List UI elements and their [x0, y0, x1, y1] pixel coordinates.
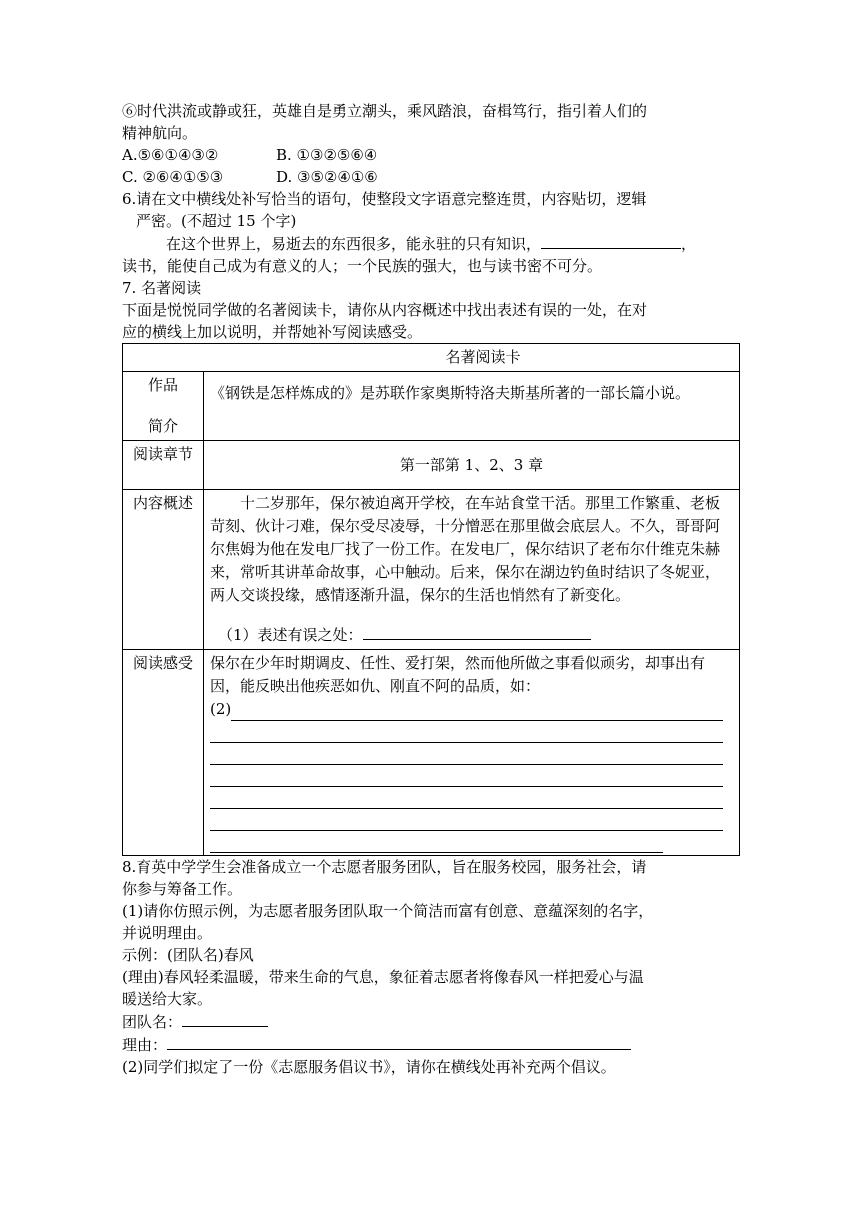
- q6-text-a-end: ，: [681, 235, 697, 253]
- q8-reason-row: [122, 1033, 742, 1056]
- q6-prompt-line2: 严密。(不超过 15 个字): [136, 212, 297, 230]
- card-label-chapters: 阅读章节: [123, 441, 204, 490]
- reason-blank[interactable]: [167, 1033, 631, 1050]
- q1-label: （1）表述有误之处：: [218, 626, 363, 644]
- q2-answer-line[interactable]: [231, 704, 723, 721]
- q5-item6-line1: ⑥时代洪流或静或狂，英雄自是勇立潮头，乘风踏浪，奋楫笃行，指引着人们的: [122, 102, 648, 120]
- q5-options-cd: [122, 166, 742, 188]
- q6-paragraph-b: 读书，能使自己成为有意义的人；一个民族的强大，也与读书密不可分。: [122, 257, 603, 275]
- q8-team-name-row: [122, 1010, 742, 1033]
- label-intro-a: 作品: [147, 376, 178, 394]
- exam-page: [122, 100, 742, 1078]
- q6-paragraph-a: [122, 232, 742, 255]
- q5-item6-line2: 精神航向。: [122, 124, 198, 142]
- q8-sub2: (2)同学们拟定了一份《志愿服务倡议书》，请你在横线处再补充两个倡议。: [122, 1058, 616, 1076]
- label-intro-b: 简介: [147, 417, 178, 435]
- q8-prompt-line2: 你参与筹备工作。: [122, 880, 243, 898]
- card-chapters-text: 第一部第 1、2、3 章: [204, 441, 740, 490]
- reading-card-table: [122, 343, 740, 856]
- q8-reason-line2: 暖送给大家。: [122, 990, 213, 1008]
- q8-sub1-line2: 并说明理由。: [122, 924, 213, 942]
- team-name-blank[interactable]: [182, 1010, 268, 1027]
- card-label-summary: 内容概述: [123, 490, 204, 650]
- q2-answer-line[interactable]: [210, 721, 723, 743]
- card-header: 名著阅读卡: [123, 344, 740, 372]
- card-intro-text: 《钢铁是怎样炼成的》是苏联作家奥斯特洛夫斯基所著的一部长篇小说。: [204, 372, 740, 441]
- q2-line: [210, 698, 733, 721]
- option-b[interactable]: B. ①③②⑤⑥④: [276, 146, 378, 164]
- q2-answer-line[interactable]: [210, 809, 723, 831]
- q8-reason-line1: (理由)春风轻柔温暖，带来生命的气息，象征着志愿者将像春风一样把爱心与温: [122, 968, 644, 986]
- q1-answer-blank[interactable]: [363, 623, 591, 640]
- q5-options-ab: [122, 144, 742, 166]
- q8-example: 示例：(团队名)春风: [122, 946, 254, 964]
- q2-answer-line[interactable]: [210, 765, 723, 787]
- q2-answer-line[interactable]: [210, 743, 723, 765]
- q2-answer-line[interactable]: [210, 787, 723, 809]
- q7-title: 7. 名著阅读: [122, 279, 202, 297]
- card-feeling-cell: [204, 650, 740, 856]
- q2-answer-line[interactable]: [210, 831, 663, 853]
- q6-prompt-line1: 6.请在文中横线处补写恰当的语句，使整段文字语意完整连贯，内容贴切，逻辑: [122, 190, 647, 208]
- q2-label: (2): [210, 700, 232, 718]
- card-summary-text: 十二岁那年，保尔被迫离开学校，在车站食堂干活。那里工作繁重、老板苛刻、伙计刁难，保尔受尽凌辱，十分憎恶在那里做会底层人。不久，哥哥阿尔焦姆为他在发电厂找了一份工作。在发电厂，保尔结识了老布尔什维克朱赫来，常听其讲革命故事，心中触动。后来，保尔在湖边钓鱼时结识了冬妮亚，两人交谈投缘，感情逐渐升温，保尔的生活也悄然有了新变化。: [210, 494, 721, 604]
- reason-label: 理由：: [122, 1036, 168, 1054]
- q6-text-a: 在这个世界上，易逝去的东西很多，能永驻的只有知识，: [166, 235, 542, 253]
- q8-prompt-line1: 8.育英中学学生会准备成立一个志愿者服务团队，旨在服务校园，服务社会，请: [122, 858, 647, 876]
- q7-intro-line1: 下面是悦悦同学做的名著阅读卡，请你从内容概述中找出表述有误的一处，在对: [122, 301, 648, 319]
- q7-intro-line2: 应的横线上加以说明，并帮她补写阅读感受。: [122, 323, 423, 341]
- card-feeling-text: 保尔在少年时期调皮、任性、爱打架，然而他所做之事看似顽劣，却事出有因，能反映出他疾恶如仇、刚直不阿的品质，如：: [210, 654, 706, 695]
- team-name-label: 团队名：: [122, 1013, 183, 1031]
- card-label-feeling: 阅读感受: [123, 650, 204, 856]
- card-summary-cell: [204, 490, 740, 650]
- option-d[interactable]: D. ③⑤②④①⑥: [276, 168, 378, 186]
- card-label-intro: [123, 372, 204, 441]
- card-summary-q1: [210, 623, 733, 647]
- option-a[interactable]: A.⑤⑥①④③②: [122, 146, 219, 164]
- q8-sub1-line1: (1)请你仿照示例，为志愿者服务团队取一个简洁而富有创意、意蕴深刻的名字，: [122, 902, 654, 920]
- q6-answer-blank[interactable]: [541, 232, 681, 249]
- option-c[interactable]: C. ②⑥④①⑤③: [122, 168, 224, 186]
